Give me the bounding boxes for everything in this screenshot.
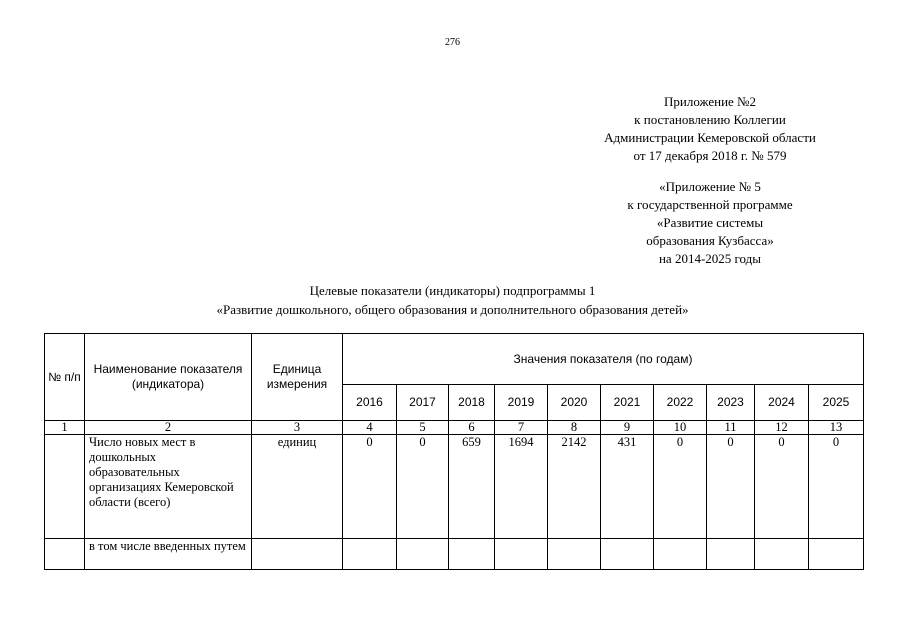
year-header: 2023 [707, 385, 755, 421]
indicator-name: Число новых мест в дошкольных образовательных организациях Кемеровской области (всего) [85, 435, 252, 539]
appendix-line: Администрации Кемеровской области [604, 130, 816, 145]
table-row [45, 539, 864, 570]
appendix-line: «Развитие системы [656, 215, 764, 230]
column-number: 5 [397, 421, 449, 435]
value-cell: 0 [707, 435, 755, 539]
value-cell: 0 [755, 435, 809, 539]
value-cell: 0 [397, 435, 449, 539]
value-cell: 431 [601, 435, 654, 539]
value-cell [449, 539, 495, 570]
value-cell: 0 [809, 435, 864, 539]
year-header: 2022 [654, 385, 707, 421]
header-values: Значения показателя (по годам) [343, 334, 864, 385]
indicators-table [44, 333, 864, 570]
indicator-unit: единиц [252, 435, 343, 539]
year-header: 2024 [755, 385, 809, 421]
value-cell: 0 [343, 435, 397, 539]
value-cell: 1694 [495, 435, 548, 539]
appendix-line: образования Кузбасса» [646, 233, 774, 248]
column-number: 3 [252, 421, 343, 435]
header-name: Наименование показателя (индикатора) [85, 334, 252, 421]
year-header: 2017 [397, 385, 449, 421]
value-cell [548, 539, 601, 570]
indicator-name: в том числе введенных путем [85, 539, 252, 570]
row-num [45, 435, 85, 539]
year-header: 2019 [495, 385, 548, 421]
appendix-line: Приложение №2 [664, 94, 756, 109]
column-number: 7 [495, 421, 548, 435]
page-number: 276 [445, 37, 460, 48]
header-num: № п/п [45, 334, 85, 421]
value-cell [654, 539, 707, 570]
indicator-unit [252, 539, 343, 570]
column-number: 4 [343, 421, 397, 435]
appendix-line: от 17 декабря 2018 г. № 579 [633, 148, 787, 163]
value-cell [809, 539, 864, 570]
value-cell: 659 [449, 435, 495, 539]
year-header: 2021 [601, 385, 654, 421]
value-cell [495, 539, 548, 570]
table-row [45, 435, 864, 539]
appendix-line: к государственной программе [627, 197, 793, 212]
column-number: 8 [548, 421, 601, 435]
value-cell: 2142 [548, 435, 601, 539]
year-header: 2025 [809, 385, 864, 421]
year-header: 2020 [548, 385, 601, 421]
appendix-line: к постановлению Коллегии [634, 112, 786, 127]
program-appendix-header [560, 178, 860, 268]
appendix-header [560, 93, 860, 165]
column-number: 9 [601, 421, 654, 435]
title-line: «Развитие дошкольного, общего образования и дополнительного образования детей» [216, 302, 689, 317]
value-cell: 0 [654, 435, 707, 539]
value-cell [343, 539, 397, 570]
column-number: 12 [755, 421, 809, 435]
value-cell [707, 539, 755, 570]
column-number: 1 [45, 421, 85, 435]
title-line: Целевые показатели (индикаторы) подпрограммы 1 [309, 283, 596, 298]
value-cell [397, 539, 449, 570]
appendix-line: на 2014-2025 годы [658, 251, 762, 266]
column-number: 6 [449, 421, 495, 435]
header-unit: Единица измерения [252, 334, 343, 421]
column-number: 10 [654, 421, 707, 435]
column-number: 13 [809, 421, 864, 435]
year-header: 2018 [449, 385, 495, 421]
document-title [0, 281, 905, 319]
value-cell [601, 539, 654, 570]
appendix-line: «Приложение № 5 [659, 179, 761, 194]
row-num [45, 539, 85, 570]
column-number: 11 [707, 421, 755, 435]
year-header: 2016 [343, 385, 397, 421]
value-cell [755, 539, 809, 570]
column-number: 2 [85, 421, 252, 435]
